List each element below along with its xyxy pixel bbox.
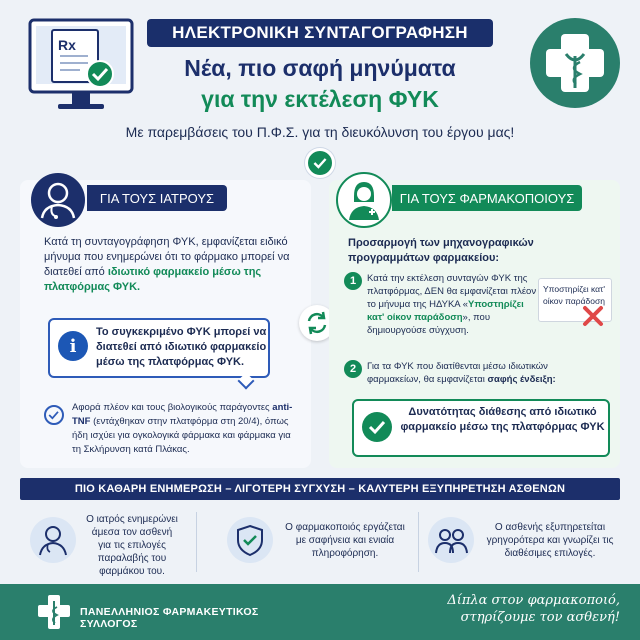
step-1-badge: 1 xyxy=(344,272,362,290)
page-title-line2: για την εκτέλεση ΦΥΚ xyxy=(201,86,439,112)
old-message-card: Υποστηρίζει κατ' οίκον παράδοση xyxy=(538,278,612,322)
step-1-text xyxy=(367,272,539,337)
people-icon xyxy=(428,517,474,563)
footer-slogan-line2: στηρίζουμε τον ασθενή! xyxy=(460,610,620,625)
doctors-body-highlight: ιδιωτικό φαρμακείο μέσω της πλατφόρμας ΦΥΚ. xyxy=(44,266,262,293)
step-2-part1: Για τα ΦΥΚ που διατίθενται μέσω ιδιωτικών φαρμακείων, θα εμφανίζεται xyxy=(367,361,548,385)
step-1-highlight: Υποστηρίζει κατ' οίκον παράδοση xyxy=(367,299,524,323)
pharmacists-tag: ΓΙΑ ΤΟΥΣ ΦΑΡΜΑΚΟΠΟΙΟΥΣ xyxy=(392,185,582,211)
doctor-avatar-icon xyxy=(30,172,86,228)
step-2-bold: σαφής ένδειξη: xyxy=(487,374,556,385)
doctors-note-highlight: anti-TNF xyxy=(72,402,293,427)
doctors-note xyxy=(72,401,302,457)
doctors-body-text xyxy=(44,235,294,295)
check-icon xyxy=(362,412,392,442)
doctors-tag: ΓΙΑ ΤΟΥΣ ΙΑΤΡΟΥΣ xyxy=(87,185,227,211)
step-2-badge: 2 xyxy=(344,360,362,378)
benefit-doctor-text: Ο ιατρός ενημερώνει άμεσα τον ασθενή για τις επιλογές παραλαβής του φαρμάκου του. xyxy=(86,514,178,577)
red-x-icon xyxy=(580,303,606,329)
header-banner: ΗΛΕΚΤΡΟΝΙΚΗ ΣΥΝΤΑΓΟΓΡΑΦΗΣΗ xyxy=(147,19,493,47)
footer-slogan-line1: Δίπλα στον φαρμακοποιό, xyxy=(447,593,620,608)
pharmacist-avatar-icon xyxy=(336,172,392,228)
info-icon: i xyxy=(58,331,88,361)
check-icon xyxy=(305,148,335,178)
step-2-text xyxy=(367,360,567,386)
check-circle-icon xyxy=(44,405,64,425)
footer-org-name: ΠΑΝΕΛΛΗΝΙΟΣ ΦΑΡΜΑΚΕΥΤΙΚΟΣ ΣΥΛΛΟΓΟΣ xyxy=(80,606,259,630)
shield-check-icon xyxy=(227,517,273,563)
step-1-part2: », που δημιουργούσε σύγχυση. xyxy=(367,312,491,336)
footer-slogan xyxy=(390,592,620,626)
benefit-patient-text: Ο ασθενής εξυπηρετείται γρηγορότερα και γνωρίζει τις διαθέσιμες επιλογές. xyxy=(486,522,614,559)
doctor-info-message: Το συγκεκριμένο ΦΥΚ μπορεί να διατεθεί από ιδιωτικό φαρμακείο μέσω της πλατφόρμας ΦΥΚ. xyxy=(96,326,267,368)
pharmacists-heading: Προσαρμογή των μηχανογραφικών προγραμμάτων φαρμακείου: xyxy=(348,237,534,264)
divider xyxy=(196,512,197,572)
doctors-body-plain: Κατά τη συνταγογράφηση ΦΥΚ, εμφανίζεται ειδικό μήνυμα που ενημερώνει ότι το φάρμακο μπορεί να διατεθεί από xyxy=(44,236,290,278)
header-subtitle: Με παρεμβάσεις του Π.Φ.Σ. για τη διευκόλυνση του έργου μας! xyxy=(125,124,515,140)
benefit-pharmacist-text: Ο φαρμακοποιός εργάζεται με σαφήνεια και ενιαία πληροφόρηση. xyxy=(285,522,405,559)
step-1-part1: Κατά την εκτέλεση συνταγών ΦΥΚ της πλατφόρμας, ΔΕΝ θα εμφανίζεται πλέον το μήνυμα της ΗΔΥΚΑ « xyxy=(367,273,537,310)
divider xyxy=(418,512,419,572)
rx-symbol: Rx xyxy=(58,37,76,53)
prescription-monitor-icon xyxy=(22,16,140,116)
new-indication-message: Δυνατότητας διάθεσης από ιδιωτικό φαρμακείο μέσω της πλατφόρμας ΦΥΚ xyxy=(400,406,605,433)
benefits-band: ΠΙΟ ΚΑΘΑΡΗ ΕΝΗΜΕΡΩΣΗ – ΛΙΓΟΤΕΡΗ ΣΥΓΧΥΣΗ – ΚΑΛΥΤΕΡΗ ΕΞΥΠΗΡΕΤΗΣΗ ΑΣΘΕΝΩΝ xyxy=(20,478,620,500)
doctors-note-part2: (εντάχθηκαν στην πλατφόρμα στη 20/4), όπως ήδη ισχύει για ογκολογικά φάρμακα και φάρμακα για τη Σκλήρυνση κατά Πλάκας. xyxy=(72,416,291,455)
page-title-line1: Νέα, πιο σαφή μηνύματα xyxy=(184,55,456,81)
doctors-note-part1: Αφορά πλέον και τους βιολογικούς παράγοντες xyxy=(72,402,270,413)
pharmacy-cross-logo xyxy=(36,593,72,631)
doctor-icon xyxy=(30,517,76,563)
pharmacy-cross-logo xyxy=(528,16,622,110)
